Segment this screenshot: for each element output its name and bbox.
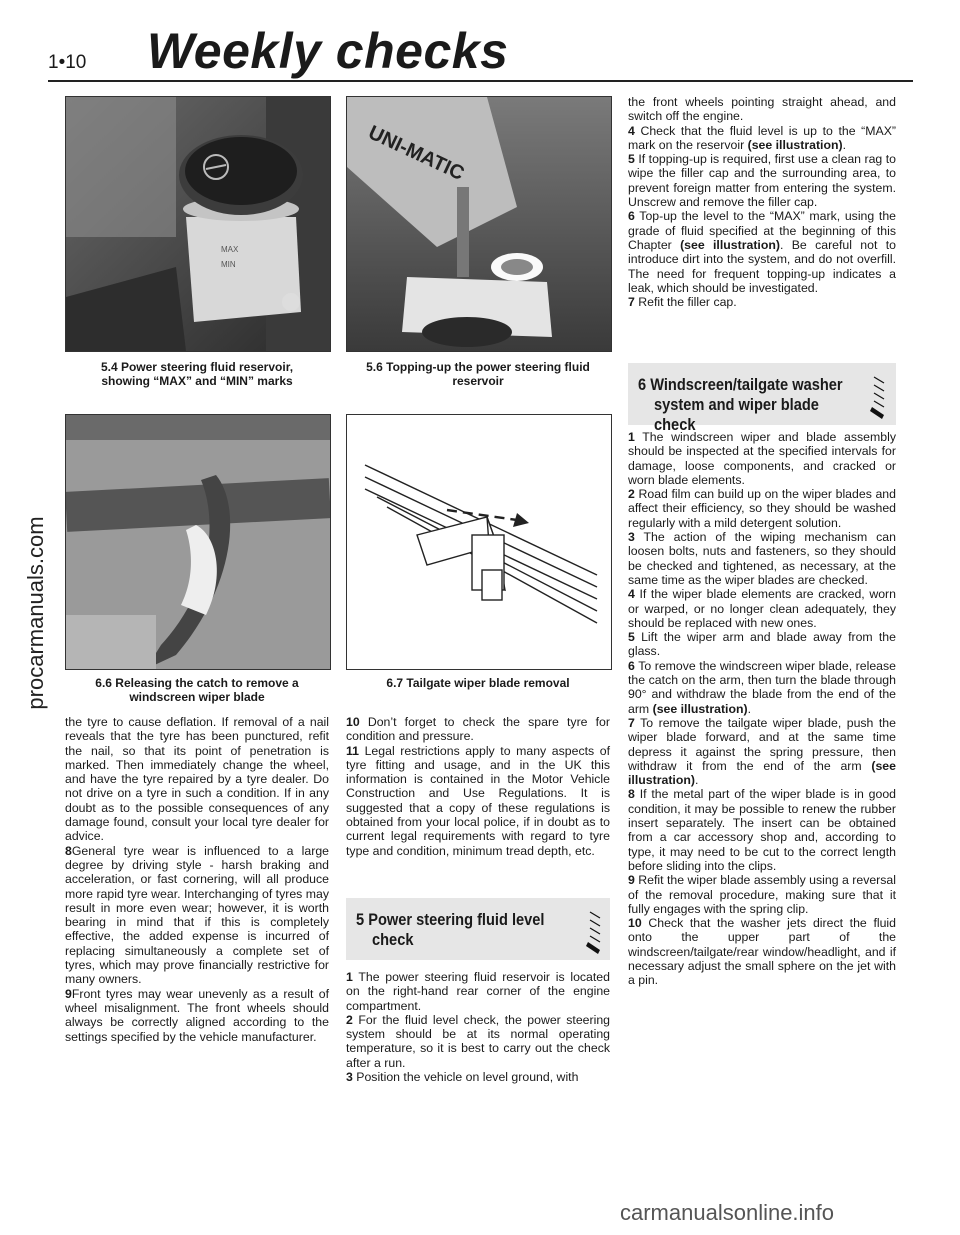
paragraph: [65, 715, 329, 844]
paragraph: [346, 1070, 610, 1084]
paragraph: [346, 970, 610, 1013]
paragraph-text: Position the vehicle on level ground, with: [356, 1070, 579, 1085]
paragraph: [628, 430, 896, 487]
watermark-bottom: carmanualsonline.info: [620, 1200, 835, 1225]
paragraph-text: To remove the tailgate wiper blade, push the wiper blade forward, and at the same time depress it against the spring pressure, then withdraw it from the end of the arm: [628, 715, 896, 773]
paragraph-number: 2: [346, 1012, 353, 1027]
paragraph: [628, 873, 896, 916]
paragraph-text: If topping-up is required, first use a clean rag to wipe the filler cap and the surrounding area, to prevent foreign matter from entering the system. Unscrew and remove the filler cap.: [628, 152, 897, 210]
caption-line: 5.4 Power steering fluid reservoir,: [100, 360, 294, 374]
paragraph: [628, 587, 896, 630]
paragraph-number: 2: [628, 487, 635, 502]
caption-line: 5.6 Topping-up the power steering fluid: [366, 360, 590, 374]
paragraph-text: General tyre wear is influenced to a large degree by driving style - harsh braking and acceleration, or fast cornering, will all produce more rapid tyre wear. Interchanging of tyres may result in more even wear; however, it is worth bearing in mind that if this is completely effective, the added expense is incurred of replacing simultaneously a complete set of tyres, which may prove financially restrictive for many owners.: [65, 843, 329, 987]
paragraph-text: The windscreen wiper and blade assembly should be inspected at the specified intervals for damage, loose components, and cracked or worn blade elements.: [628, 430, 896, 487]
paragraph-text: .: [747, 701, 752, 716]
paragraph-text: .: [694, 773, 699, 788]
column-2-text: [346, 715, 610, 858]
paragraph-text: the front wheels pointing straight ahead, and switch off the engine.: [628, 95, 896, 124]
paragraph-number: 10: [628, 916, 642, 931]
paragraph-text: Road film can build up on the wiper blades and affect their efficiency, so they should be washed regularly with a mild detergent solution.: [628, 487, 896, 530]
paragraph-number: 11: [346, 743, 359, 758]
paragraph-text: Refit the wiper blade assembly using a reversal of the removal procedure, making sure that it fully engages with the spring clip.: [628, 873, 896, 916]
illustration-ref: (see illustration): [680, 237, 780, 252]
photo-releasing-wiper-catch: [65, 414, 331, 670]
paragraph-number: 9: [628, 873, 635, 888]
section-5-title-line2: check: [372, 930, 414, 949]
reservoir-max-label: MAX: [221, 245, 239, 254]
illustration-ref: (see illustration): [628, 758, 896, 788]
paragraph: [628, 787, 896, 873]
watermark-left: procarmanuals.com: [23, 516, 48, 710]
paragraph-number: 3: [346, 1070, 353, 1085]
caption-line: reservoir: [452, 374, 504, 388]
section-6-heading-box: [628, 363, 896, 434]
paragraph: [628, 530, 896, 587]
paragraph-text: . Be careful not to introduce dirt into the system, and do not overfill. The need for frequent topping-up indicates a leak, which should be investigated.: [628, 237, 896, 295]
paragraph: [628, 295, 896, 309]
paragraph-number: 10: [346, 715, 360, 729]
reservoir-min-label: MIN: [221, 260, 236, 269]
paragraph-number: 6: [628, 209, 635, 224]
paragraph-number: 9: [65, 986, 72, 1001]
caption-line: 6.7 Tailgate wiper blade removal: [386, 676, 570, 690]
paragraph-text: Legal restrictions apply to many aspects of tyre fitting and usage, and in the UK this information is contained in the Motor Vehicle Construction and Use Regulations. It is suggested that a copy of these regulations is obtained from your local police, if in doubt as to current legal requirements with regard to tyre type and condition, minimum tread depth, etc.: [346, 743, 610, 858]
section-6-title-line1: 6 Windscreen/tailgate washer: [638, 375, 843, 394]
paragraph-text: Don’t forget to check the spare tyre for condition and pressure.: [346, 715, 610, 744]
paragraph-number: 5: [628, 630, 635, 645]
column-3-text: [628, 95, 896, 309]
paragraph: [65, 844, 329, 987]
paragraph-text: The power steering fluid reservoir is located on the right-hand rear corner of the engine compartment.: [346, 970, 610, 1013]
paragraph: [346, 715, 610, 744]
paragraph-text: If the metal part of the wiper blade is in good condition, it may be possible to renew the rubber insert separately. The insert can be obtained from a car accessory shop and, according to type, it may need to be cut to the correct length before sliding into the clips.: [628, 787, 897, 873]
paragraph-text: Lift the wiper arm and blade away from the glass.: [628, 630, 896, 659]
photo-topping-up-reservoir: [346, 96, 612, 352]
paragraph-text: Refit the filler cap.: [638, 295, 737, 310]
paragraph-number: 4: [628, 587, 635, 602]
paragraph-number: 7: [628, 295, 635, 310]
paragraph-text: Front tyres may wear unevenly as a result of wheel misalignment. The front wheels should always be correctly aligned according to the settings specified by the vehicle manufacturer.: [65, 986, 329, 1044]
paragraph: [628, 487, 896, 530]
paragraph: [628, 95, 896, 124]
paragraph-number: 3: [628, 530, 635, 545]
paragraph-number: 5: [628, 152, 635, 167]
paragraph: [628, 716, 896, 787]
page-title: Weekly checks: [147, 23, 509, 79]
paragraph-text: Check that the fluid level is up to the “MAX” mark on the reservoir: [628, 123, 896, 152]
difficulty-spanner-icon: [584, 906, 606, 956]
column-3-text-b: [628, 430, 896, 988]
figure-caption-6-6: [65, 676, 329, 704]
diagram-tailgate-wiper-removal: [346, 414, 612, 670]
header-rule: [48, 80, 913, 82]
paragraph: [346, 1013, 610, 1070]
paragraph-text: Check that the washer jets direct the fluid onto the upper part of the windscreen/tailgate/rear window/headlight, and if necessary adjust the small sphere on the jet with a pin.: [628, 916, 896, 988]
paragraph: [628, 659, 896, 716]
paragraph: [628, 209, 896, 295]
bottle-label: UNI-MATIC: [364, 121, 468, 186]
section-5-heading-box: [346, 898, 610, 960]
paragraph-number: 8: [65, 843, 72, 858]
figure-caption-5-4: [65, 360, 329, 388]
difficulty-spanner-icon: [868, 371, 890, 421]
paragraph-text: To remove the windscreen wiper blade, release the catch on the arm, then turn the blade through 90° and withdraw the blade from the end of the arm: [628, 658, 896, 716]
paragraph: [628, 630, 896, 659]
photo-power-steering-reservoir: [65, 96, 331, 352]
caption-line: windscreen wiper blade: [129, 690, 265, 704]
paragraph-text: .: [842, 137, 847, 152]
column-1-text: [65, 715, 329, 1044]
paragraph-number: 4: [628, 123, 635, 138]
section-5-title-line1: 5 Power steering fluid level: [356, 910, 545, 929]
paragraph: [628, 124, 896, 153]
illustration-ref: (see illustration): [652, 701, 748, 716]
paragraph-number: 6: [628, 658, 635, 673]
paragraph-text: The action of the wiping mechanism can loosen bolts, nuts and fasteners, so they should be checked and tightened, as necessary, at the same time as the wiper blades are checked.: [628, 530, 896, 587]
illustration-ref: (see illustration): [747, 137, 843, 152]
section-6-title-line2: system and wiper blade check: [654, 395, 819, 434]
paragraph-number: 7: [628, 715, 635, 730]
paragraph-text: For the fluid level check, the power steering system should be at its normal operating temperature, so it is best to carry out the check after a run.: [346, 1012, 610, 1070]
paragraph: [65, 987, 329, 1044]
paragraph-text: the tyre to cause deflation. If removal of a nail reveals that the tyre has been punctured, refit the nail, so that its point of penetration is marked. Then immediately change the wheel, and have the tyre repaired by a tyre dealer. Do not drive on a tyre in such a condition. If in any doubt as to the possible consequences of any damage found, consult your local tyre dealer for advice.: [65, 715, 329, 844]
column-2-text-b: [346, 970, 610, 1084]
caption-line: 6.6 Releasing the catch to remove a: [95, 676, 299, 690]
paragraph-text: If the wiper blade elements are cracked, worn or warped, or no longer clean adequately, they should be replaced with new ones.: [628, 587, 896, 630]
paragraph-text: Top-up the level to the “MAX” mark, using the grade of fluid specified at the beginning of this Chapter: [628, 209, 896, 252]
caption-line: showing “MAX” and “MIN” marks: [101, 374, 293, 388]
paragraph: [628, 916, 896, 987]
figure-caption-6-7: [346, 676, 610, 690]
paragraph-number: 1: [628, 430, 635, 444]
page-number: 1•10: [48, 52, 87, 73]
paragraph: [628, 152, 896, 209]
figure-caption-5-6: [346, 360, 610, 388]
paragraph-number: 8: [628, 787, 635, 802]
paragraph: [346, 744, 610, 858]
paragraph-number: 1: [346, 970, 353, 984]
